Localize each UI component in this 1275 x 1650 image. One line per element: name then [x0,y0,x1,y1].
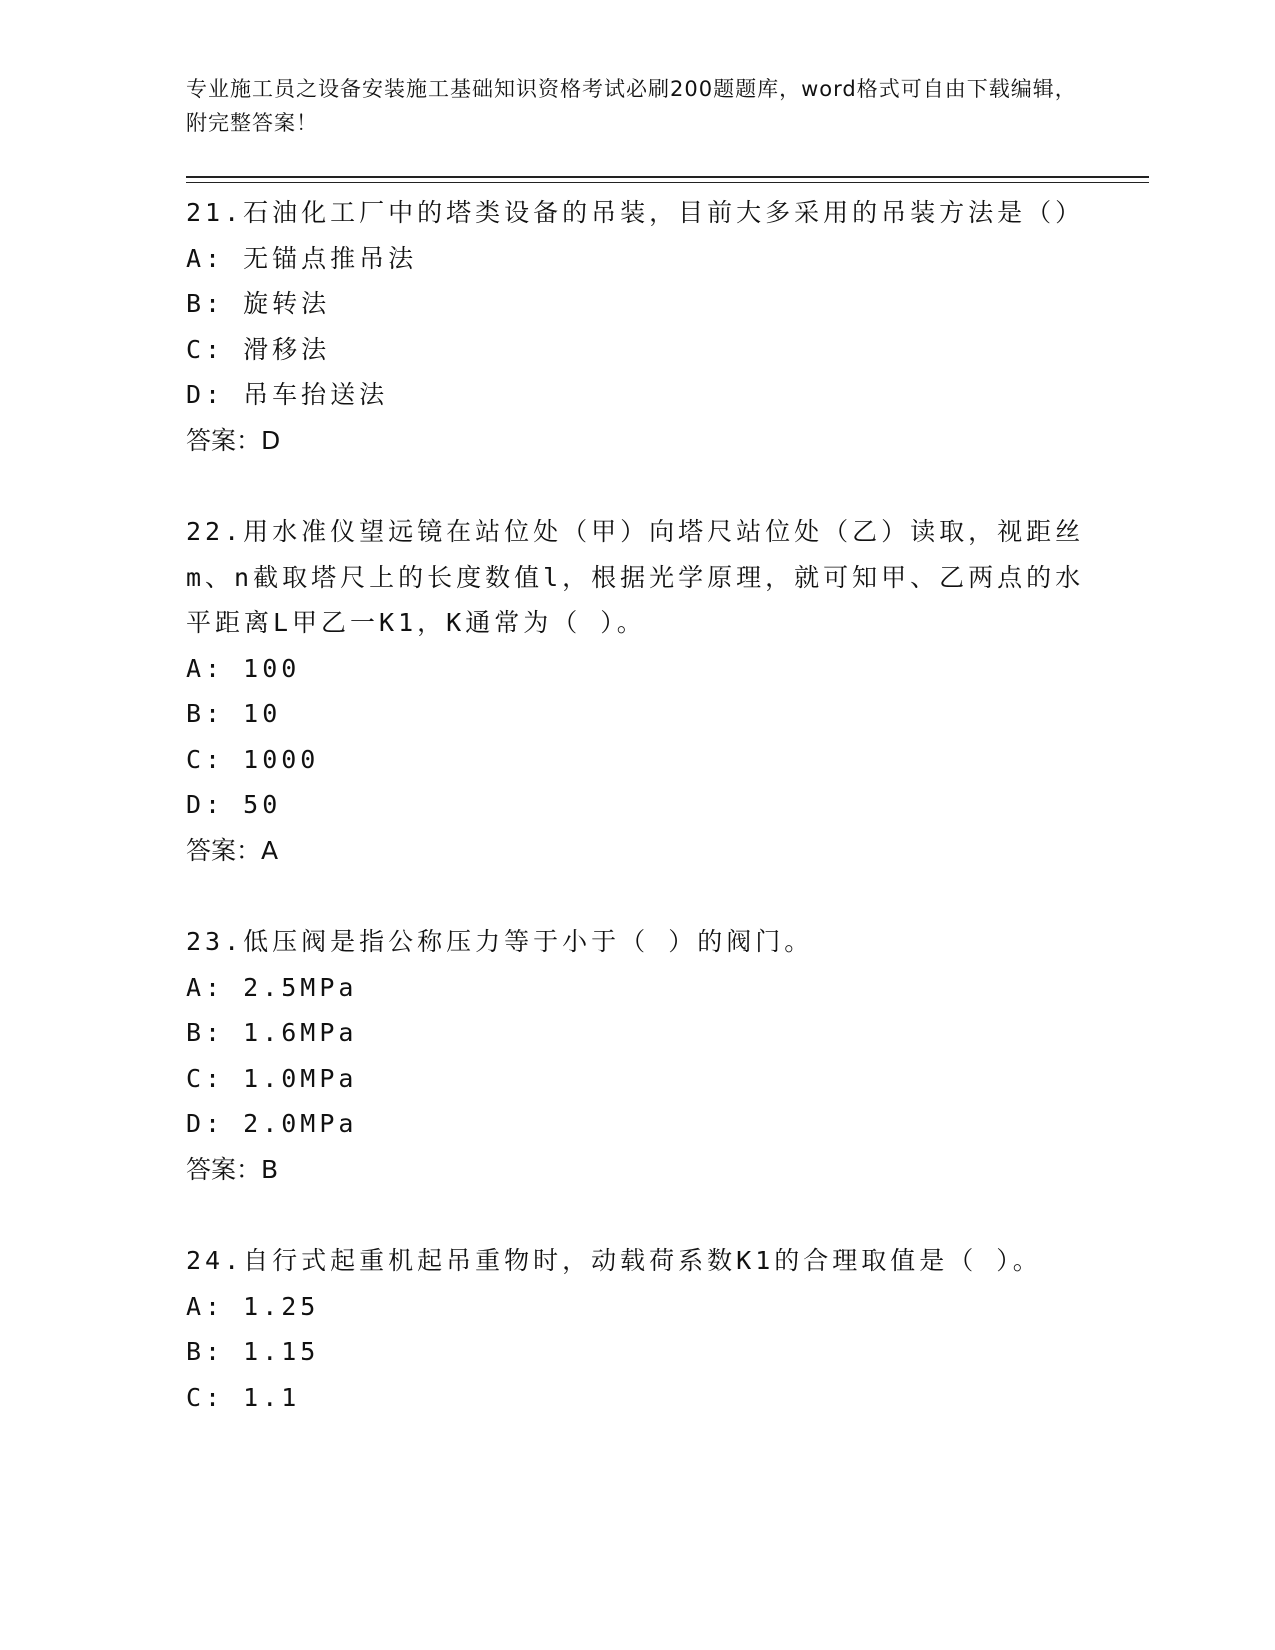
question-stem: 24.自行式起重机起吊重物时，动载荷系数K1的合理取值是（ ）。 [186,1246,1042,1275]
option-c: C: 滑移法 [186,334,331,364]
option-a: A: 2.5MPa [186,972,358,1002]
question-stem: 23.低压阀是指公称压力等于小于（ ）的阀门。 [186,927,814,956]
answer-line: 答案：B [186,1154,279,1184]
question-24 [186,1238,1086,1420]
option-c: C: 1.1 [186,1382,301,1412]
question-21 [186,190,1086,463]
option-a: A: 1.25 [186,1291,320,1321]
option-b: B: 1.15 [186,1337,320,1366]
spacer [186,463,1086,509]
question-23 [186,919,1086,1192]
option-a: A: 无锚点推吊法 [186,243,418,273]
header-rule-thin [186,182,1149,183]
question-list [186,190,1086,1420]
answer-line: 答案：D [186,425,281,455]
option-d: D: 吊车抬送法 [186,380,389,409]
header-rule-thick [186,176,1149,178]
option-b: B: 10 [186,699,282,728]
question-22 [186,509,1086,873]
option-b: B: 旋转法 [186,289,331,318]
option-d: D: 2.0MPa [186,1109,358,1138]
spacer [186,1192,1086,1238]
question-stem: 21.石油化工厂中的塔类设备的吊装，目前大多采用的吊装方法是（） [186,198,1085,227]
question-stem: 22.用水准仪望远镜在站位处（甲）向塔尺站位处（乙）读取，视距丝m、n截取塔尺上的长度数值l，根据光学原理，就可知甲、乙两点的水平距离L甲乙一K1，K通常为（ ）。 [186,517,1085,637]
option-c: C: 1.0MPa [186,1063,358,1093]
answer-line: 答案：A [186,835,279,865]
option-a: A: 100 [186,653,301,683]
document-header: 专业施工员之设备安装施工基础知识资格考试必刷200题题库，word格式可自由下载编辑，附完整答案！ [186,77,1077,135]
option-d: D: 50 [186,790,282,819]
option-c: C: 1000 [186,744,320,774]
option-b: B: 1.6MPa [186,1018,358,1047]
spacer [186,873,1086,919]
